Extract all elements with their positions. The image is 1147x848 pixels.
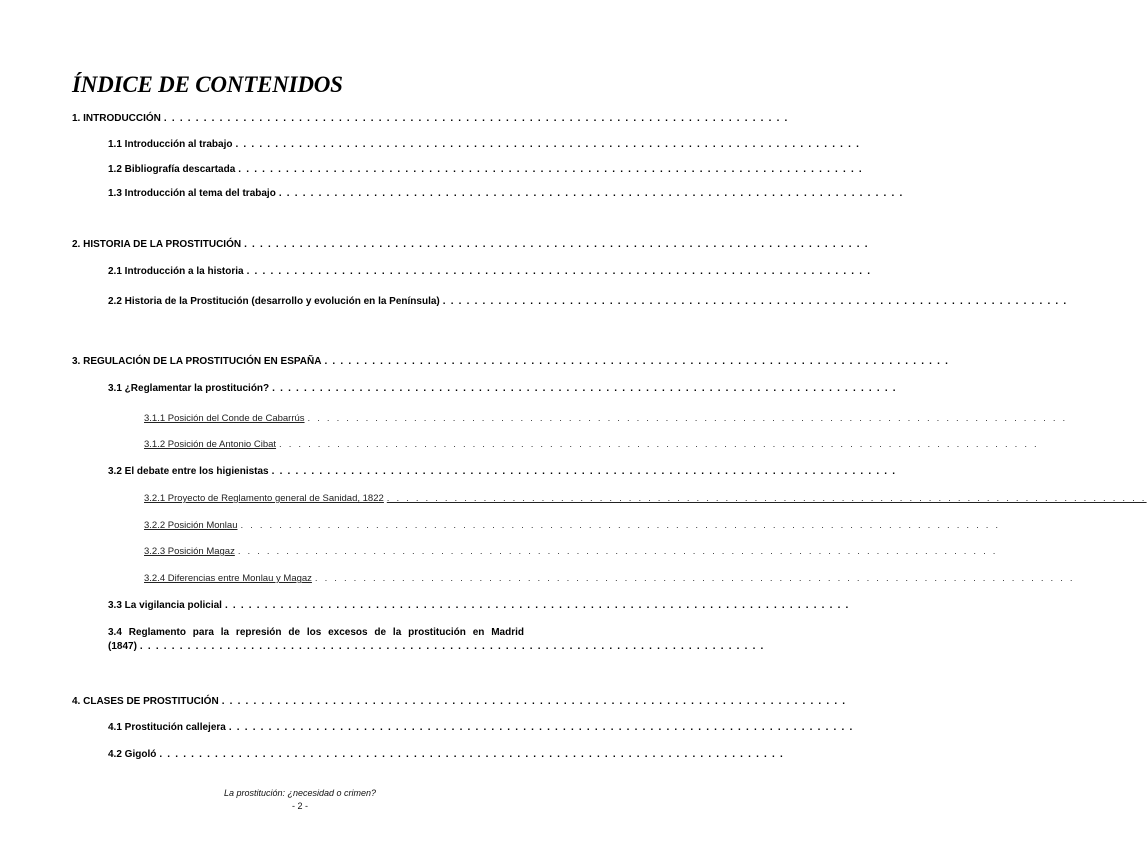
toc-entry-1[interactable]: [72, 112, 789, 125]
page-title: ÍNDICE DE CONTENIDOS: [72, 72, 343, 97]
toc-leader: . . . . . . . . . . . . . . . . . . . . . . . . . . . . . . . . . . . . . . . . . . . . . . . . . . . . . . . . . . . . . . . . . . . . . . . . . . . . . . .: [271, 466, 897, 477]
toc-entry-3-1-2[interactable]: [144, 438, 1039, 451]
toc-entry-2-2[interactable]: [108, 295, 1068, 308]
toc-entry-2[interactable]: [72, 238, 869, 251]
toc-label: 2.1 Introducción a la historia: [108, 266, 244, 277]
toc-entry-3-1-1[interactable]: [144, 412, 1068, 425]
toc-link-label[interactable]: 3.1.1 Posición del Conde de Cabarrús: [144, 413, 305, 424]
toc-leader: . . . . . . . . . . . . . . . . . . . . . . . . . . . . . . . . . . . . . . . . . . . . . . . . . . . . . . . . . . . . . . . . . . . . . . . . . . . . . . .: [278, 188, 904, 199]
toc-leader: . . . . . . . . . . . . . . . . . . . . . . . . . . . . . . . . . . . . . . . . . . . . . . . . . . . . . . . . . . . . . . . . . . . . . . . . . . . . . . .: [307, 413, 1068, 424]
toc-entry-1-1[interactable]: [108, 138, 861, 151]
toc-label: 1.2 Bibliografía descartada: [108, 164, 236, 175]
toc-leader: . . . . . . . . . . . . . . . . . . . . . . . . . . . . . . . . . . . . . . . . . . . . . . . . . . . . . . . . . . . . . . . . . . . . . . . . . . . . . . .: [279, 439, 1039, 450]
toc-entry-1-3[interactable]: [108, 187, 904, 200]
toc-label: 3.4 Reglamento para la represión de los excesos de la prostitución en Madrid: [108, 627, 524, 638]
toc-entry-3-3[interactable]: [108, 599, 850, 612]
toc-link-label[interactable]: 3.2.1 Proyecto de Reglamento general de Sanidad, 1822: [144, 493, 384, 504]
toc-label: 4.1 Prostitución callejera: [108, 722, 226, 733]
toc-leader: . . . . . . . . . . . . . . . . . . . . . . . . . . . . . . . . . . . . . . . . . . . . . . . . . . . . . . . . . . . . . . . . . . . . . . . . . . . . . . .: [159, 749, 784, 760]
toc-entry-3-2-3[interactable]: [144, 545, 998, 558]
toc-label: 2. HISTORIA DE LA PROSTITUCIÓN: [72, 239, 242, 250]
toc-entry-4[interactable]: [72, 695, 847, 708]
toc-entry-3-4[interactable]: [108, 626, 765, 654]
toc-label: 2.2 Historia de la Prostitución (desarrollo y evolución en la Península): [108, 296, 440, 307]
footer-title: La prostitución: ¿necesidad o crimen?: [223, 788, 377, 798]
toc-label: 1. INTRODUCCIÓN: [72, 113, 161, 124]
toc-leader: . . . . . . . . . . . . . . . . . . . . . . . . . . . . . . . . . . . . . . . . . . . . . . . . . . . . . . . . . . . . . . . . . . . . . . . . . . . . . . .: [244, 239, 869, 250]
toc-entry-3-2-1[interactable]: [144, 492, 1147, 505]
toc-leader: . . . . . . . . . . . . . . . . . . . . . . . . . . . . . . . . . . . . . . . . . . . . . . . . . . . . . . . . . . . . . . . . . . . . . . . . . . . . . . .: [314, 573, 1075, 584]
toc-entry-3-1[interactable]: [108, 382, 897, 395]
toc-label: 3. REGULACIÓN DE LA PROSTITUCIÓN EN ESPAÑA: [72, 356, 322, 367]
toc-leader: . . . . . . . . . . . . . . . . . . . . . . . . . . . . . . . . . . . . . . . . . . . . . . . . . . . . . . . . . . . . . . . . . . . . . . . . . . . . . . .: [235, 139, 861, 150]
toc-label: 1.1 Introducción al trabajo: [108, 139, 233, 150]
toc-leader: . . . . . . . . . . . . . . . . . . . . . . . . . . . . . . . . . . . . . . . . . . . . . . . . . . . . . . . . . . . . . . . . . . . . . . . . . . . . . . .: [221, 696, 847, 707]
toc-link-label[interactable]: 3.2.2 Posición Monlau: [144, 520, 238, 531]
toc-entry-3[interactable]: [72, 355, 950, 368]
toc-leader: . . . . . . . . . . . . . . . . . . . . . . . . . . . . . . . . . . . . . . . . . . . . . . . . . . . . . . . . . . . . . . . . . . . . . . . . . . . . . . .: [139, 641, 765, 652]
toc-leader: . . . . . . . . . . . . . . . . . . . . . . . . . . . . . . . . . . . . . . . . . . . . . . . . . . . . . . . . . . . . . . . . . . . . . . . . . . . . . . .: [386, 493, 1147, 504]
toc-label: 4. CLASES DE PROSTITUCIÓN: [72, 696, 219, 707]
toc-leader: . . . . . . . . . . . . . . . . . . . . . . . . . . . . . . . . . . . . . . . . . . . . . . . . . . . . . . . . . . . . . . . . . . . . . . . . . . . . . . .: [442, 296, 1068, 307]
toc-label: 3.3 La vigilancia policial: [108, 600, 222, 611]
toc-leader: . . . . . . . . . . . . . . . . . . . . . . . . . . . . . . . . . . . . . . . . . . . . . . . . . . . . . . . . . . . . . . . . . . . . . . . . . . . . . . .: [238, 164, 863, 175]
toc-entry-1-2[interactable]: [108, 163, 863, 176]
toc-label-continuation: (1847): [108, 641, 137, 652]
toc-label: 3.2 El debate entre los higienistas: [108, 466, 269, 477]
toc-entry-4-2[interactable]: [108, 748, 784, 761]
toc-leader: . . . . . . . . . . . . . . . . . . . . . . . . . . . . . . . . . . . . . . . . . . . . . . . . . . . . . . . . . . . . . . . . . . . . . . . . . . . . . . .: [246, 266, 872, 277]
toc-label: 3.1 ¿Reglamentar la prostitución?: [108, 383, 270, 394]
toc-leader: . . . . . . . . . . . . . . . . . . . . . . . . . . . . . . . . . . . . . . . . . . . . . . . . . . . . . . . . . . . . . . . . . . . . . . . . . . . . . . .: [237, 546, 998, 557]
toc-leader: . . . . . . . . . . . . . . . . . . . . . . . . . . . . . . . . . . . . . . . . . . . . . . . . . . . . . . . . . . . . . . . . . . . . . . . . . . . . . . .: [163, 113, 789, 124]
toc-leader: . . . . . . . . . . . . . . . . . . . . . . . . . . . . . . . . . . . . . . . . . . . . . . . . . . . . . . . . . . . . . . . . . . . . . . . . . . . . . . .: [224, 600, 850, 611]
toc-entry-3-2-2[interactable]: [144, 519, 1001, 532]
toc-link-label[interactable]: 3.2.4 Diferencias entre Monlau y Magaz: [144, 573, 312, 584]
toc-leader: . . . . . . . . . . . . . . . . . . . . . . . . . . . . . . . . . . . . . . . . . . . . . . . . . . . . . . . . . . . . . . . . . . . . . . . . . . . . . . .: [240, 520, 1001, 531]
toc-entry-4-1[interactable]: [108, 721, 854, 734]
toc-leader: . . . . . . . . . . . . . . . . . . . . . . . . . . . . . . . . . . . . . . . . . . . . . . . . . . . . . . . . . . . . . . . . . . . . . . . . . . . . . . .: [324, 356, 950, 367]
page-number: - 2 -: [291, 801, 308, 811]
toc-entry-3-2[interactable]: [108, 465, 897, 478]
toc-entry-3-2-4[interactable]: [144, 572, 1075, 585]
toc-label: 1.3 Introducción al tema del trabajo: [108, 188, 276, 199]
toc-entry-2-1[interactable]: [108, 265, 872, 278]
toc-leader: . . . . . . . . . . . . . . . . . . . . . . . . . . . . . . . . . . . . . . . . . . . . . . . . . . . . . . . . . . . . . . . . . . . . . . . . . . . . . . .: [228, 722, 854, 733]
toc-leader: . . . . . . . . . . . . . . . . . . . . . . . . . . . . . . . . . . . . . . . . . . . . . . . . . . . . . . . . . . . . . . . . . . . . . . . . . . . . . . .: [272, 383, 897, 394]
toc-link-label[interactable]: 3.2.3 Posición Magaz: [144, 546, 235, 557]
toc-label: 4.2 Gigoló: [108, 749, 157, 760]
toc-link-label[interactable]: 3.1.2 Posición de Antonio Cibat: [144, 439, 277, 450]
